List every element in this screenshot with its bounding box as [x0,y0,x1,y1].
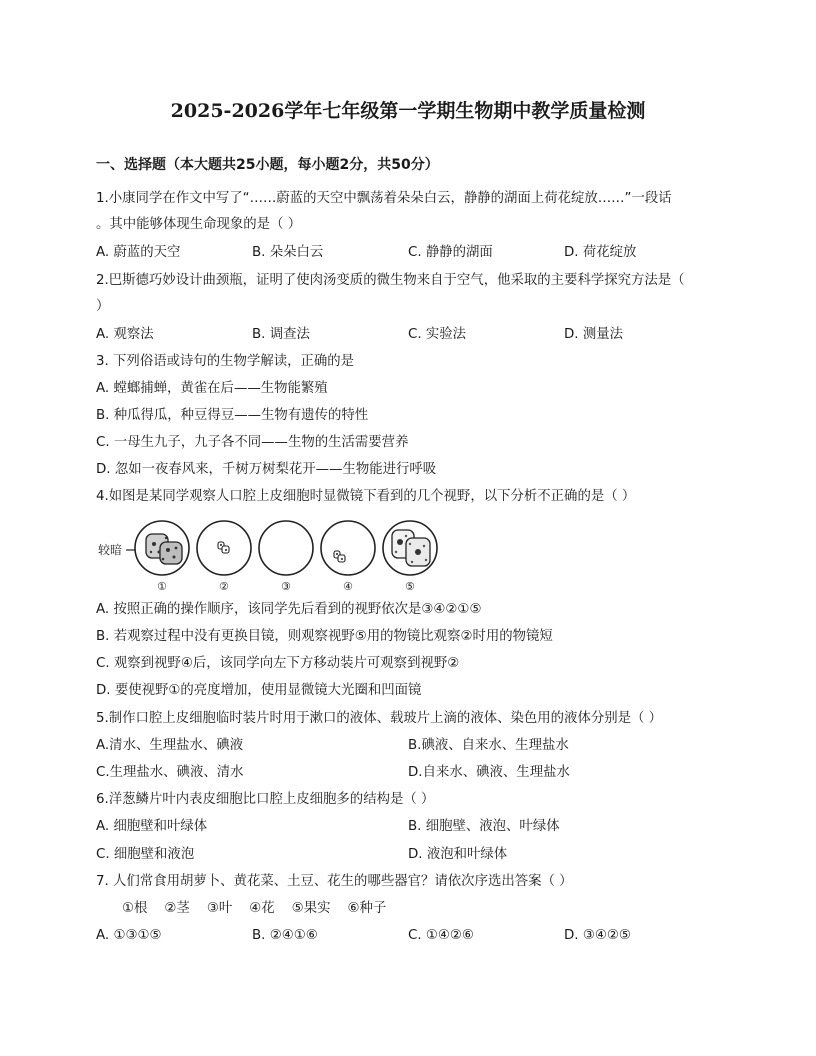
q1-stem-line1: 1.小康同学在作文中写了“……蔚蓝的天空中飘荡着朵朵白云，静静的湖面上荷花绽放……”一段话 [96,191,672,206]
q6-option-a: A. 细胞壁和叶绿体 [96,819,208,834]
q5-option-c: C.生理盐水、碘液、清水 [96,765,244,780]
q4-stem: 4.如图是某同学观察人口腔上皮细胞时显微镜下看到的几个视野，以下分析不正确的是（ ） [96,489,636,504]
q3-option-b: B. 种瓜得瓜，种豆得豆——生物有遗传的特性 [96,408,369,423]
q6-stem: 6.洋葱鳞片叶内表皮细胞比口腔上皮细胞多的结构是（ ） [96,792,435,807]
q7-option-c: C. ①④②⑥ [408,928,474,943]
q2-option-c: C. 实验法 [408,327,467,342]
q6-option-d: D. 液泡和叶绿体 [408,847,508,862]
q5-stem: 5.制作口腔上皮细胞临时装片时用于漱口的液体、载玻片上滴的液体、染色用的液体分别是（ ） [96,711,663,726]
q7-stem: 7. 人们常食用胡萝卜、黄花菜、土豆、花生的哪些器官？请依次序选出答案（ ） [96,874,573,889]
microscope-fields-figure [96,512,446,596]
field-number-5: ⑤ [405,580,415,593]
q5-option-b: B.碘液、自来水、生理盐水 [408,738,569,753]
q3-option-d: D. 忽如一夜春风来，千树万树梨花开——生物能进行呼吸 [96,462,437,477]
q2-option-a: A. 观察法 [96,327,154,342]
field-4 [321,521,375,575]
field-number-1: ① [157,580,167,593]
section-heading: 一、选择题（本大题共25小题，每小题2分，共50分） [96,157,439,173]
q1-option-a: A. 蔚蓝的天空 [96,245,181,260]
q4-option-b: B. 若观察过程中没有更换目镜，则观察视野⑤用的物镜比观察②时用的物镜短 [96,629,553,644]
field-number-2: ② [219,580,229,593]
q3-option-c: C. 一母生九子，九子各不同——生物的生活需要营养 [96,435,409,450]
page-title: 2025-2026学年七年级第一学期生物期中教学质量检测 [170,100,646,122]
q5-option-d: D.自来水、碘液、生理盐水 [408,765,570,780]
q4-option-c: C. 观察到视野④后，该同学向左下方移动装片可观察到视野② [96,656,460,671]
figure-dim-label: 较暗 [98,543,123,557]
q6-option-b: B. 细胞壁、液泡、叶绿体 [408,819,560,834]
field-1 [135,521,189,575]
q4-option-a: A. 按照正确的操作顺序，该同学先后看到的视野依次是③④②①⑤ [96,602,482,617]
q7-option-a: A. ①③①⑤ [96,928,162,943]
field-2 [197,521,251,575]
q7-option-d: D. ③④②⑤ [564,928,631,943]
q7-option-b: B. ②④①⑥ [252,928,318,943]
q4-option-d: D. 要使视野①的亮度增加，使用显微镜大光圈和凹面镜 [96,683,422,698]
q7-organ-list: ①根 ②茎 ③叶 ④花 ⑤果实 ⑥种子 [122,901,387,916]
field-5 [383,521,437,575]
q3-option-a: A. 螳螂捕蝉，黄雀在后——生物能繁殖 [96,381,328,396]
field-number-4: ④ [343,580,353,593]
q1-stem-line2: 。其中能够体现生命现象的是（ ） [96,217,302,232]
q1-option-b: B. 朵朵白云 [252,245,324,260]
field-number-3: ③ [281,580,291,593]
q2-option-b: B. 调查法 [252,327,310,342]
q6-option-c: C. 细胞壁和液泡 [96,847,195,862]
q2-option-d: D. 测量法 [564,327,623,342]
q1-option-d: D. 荷花绽放 [564,245,637,260]
field-3 [259,521,313,575]
q1-option-c: C. 静静的湖面 [408,245,493,260]
q3-stem: 3. 下列俗语或诗句的生物学解读，正确的是 [96,354,355,369]
q2-stem-line1: 2.巴斯德巧妙设计曲颈瓶，证明了使肉汤变质的微生物来自于空气，他采取的主要科学探究方法是（ [96,273,685,288]
q2-stem-line2: ） [96,299,110,314]
q5-option-a: A.清水、生理盐水、碘液 [96,738,244,753]
